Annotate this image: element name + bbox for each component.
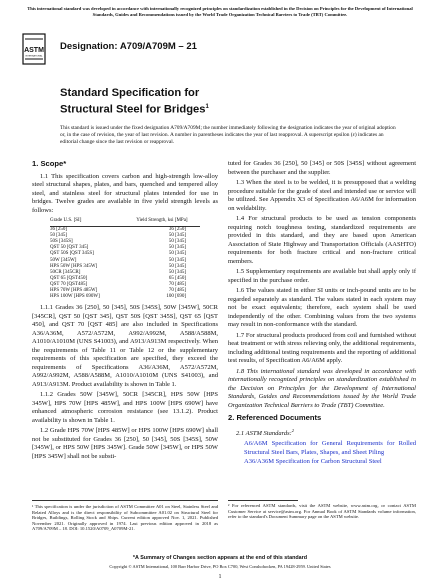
yield-cell: 36 [250] <box>168 227 186 233</box>
paragraph-1-1: 1.1 This specification covers carbon and high-strength low-alloy steel structural shapes, plates, and bars, quenched and tempered alloy steel, and stainless steel for structural plates intended for use in bridges. Twelve grades are available in five yield strength levels as follows: <box>32 172 218 214</box>
svg-text:ASTM: ASTM <box>24 47 44 54</box>
title-line-1: Standard Specification for <box>60 87 200 99</box>
footnote-2: ² For referenced ASTM standards, visit the ASTM website, www.astm.org, or contact ASTM Customer Service at service@astm.org. For Annual Book of ASTM Standards volume information, refer to the standard's Document Summary page on the ASTM website. <box>228 503 416 520</box>
yield-cell: 100 [690] <box>166 294 186 300</box>
paragraph-1-7: 1.7 For structural products produced from coil and furnished without heat treatment or with stress relieving only, the additional requirements, including additional testing requirements and the reporting of additional test results, of Specification A6/A6M apply. <box>228 331 416 364</box>
issued-note: This standard is issued under the fixed designation A709/A709M; the number immediately following the designation indicates the year of original adoption or, in the case of revision, the year of last revision. A number in parentheses indicates the year of last reapproval. A superscript epsilon (ε) indicates an editorial change since the last revision or reapproval. <box>60 125 396 145</box>
yield-cell: 50 [345] <box>168 263 186 269</box>
title-footnote-ref: 1 <box>205 104 209 110</box>
yield-cell: 65 [450] <box>168 275 186 281</box>
reference-a36[interactable]: A36/A36M Specification for Carbon Structural Steel <box>244 458 382 466</box>
grade-cell: 50CR [345CR] <box>50 269 81 275</box>
right-column <box>228 160 416 467</box>
paragraph-2-1: 2.1 ASTM Standards:$^2$ <box>236 427 295 437</box>
copyright-line: Copyright © ASTM International, 100 Barr Harbor Drive, PO Box C700, West Conshohocken, PA 19428-2959. United States <box>109 564 331 569</box>
paragraph-1-1-2: 1.1.2 Grades 50W [345W], 50CR [345CR], HPS 50W [HPS 345W], HPS 70W [HPS 485W], and HPS 100W [HPS 690W] have enhanced atmospheric corrosion resistance (see 13.1.2). Product availability is shown in Table 1. <box>32 391 218 424</box>
left-column <box>32 160 218 463</box>
yield-cell: 70 [485] <box>168 281 186 287</box>
grade-cell: HPS 50W [HPS 345W] <box>50 263 98 269</box>
paragraph-1-3: 1.3 When the steel is to be welded, it is presupposed that a welding procedure suitable for the grade of steel and intended use or service will be utilized. See Appendix X3 of Specification A6/A6M for information on weldability. <box>228 179 416 212</box>
paragraph-1-2-continued: tuted for Grades 36 [250], 50 [345] or 50S [345S] without agreement between the purchaser and the supplier. <box>228 160 416 176</box>
grade-cell: 50S [345S] <box>50 239 73 245</box>
grade-cell: QST 70 [QST485] <box>50 281 88 287</box>
grade-cell: HPS 100W [HPS 690W] <box>50 294 100 300</box>
svg-text:INTERNATIONAL: INTERNATIONAL <box>25 55 43 58</box>
footnote-1: ¹ This specification is under the jurisdiction of ASTM Committee A01 on Steel, Stainless Steel and Related Alloys and is the direct responsibility of Subcommittee A01.02 on Structural Steel for Bridges, Buildings, Rolling Stock and Ships. Current edition approved Nov. 1, 2021. Published November 2021. Originally approved in 1974. Last previous edition approved in 2018 as A709/A709M – 18. DOI: 10.1520/A0709_A0709M-21. <box>32 500 218 532</box>
summary-of-changes-note: *A Summary of Changes section appears at the end of this standard <box>132 555 308 561</box>
grade-cell: QST 65 [QST450] <box>50 275 88 281</box>
grade-cell: 50 [345] <box>50 233 68 239</box>
yield-cell: 50 [345] <box>168 239 186 245</box>
yield-cell: 50 [345] <box>168 251 186 257</box>
yield-cell: 50 [345] <box>168 269 186 275</box>
standards-notice: This international standard was developed in accordance with internationally recognized principles on standardization established in the Decision on Principles for the Development of International Standards, Guides and Recommendations issued by the World Trade Organization Technical Barriers to Trade (TBT) Committee. <box>27 6 413 17</box>
grade-cell: 50W [345W] <box>50 257 77 263</box>
paragraph-1-1-1: 1.1.1 Grades 36 [250], 50 [345], 50S [345S], 50W [345W], 50CR [345CR], QST 50 [QST 345], QST 50S [QST 345S], QST 65 [QST 450], and QST 70 [QST 485] are also included in Specifications A36/A36M, A572/A572M, A992/A992M, A588/A588M, A1010/A1010M (UNS S41003), and A913/A913M respectively. When the requirements of Table 11 or Table 12 or the supplementary requirements of this specification are specified, they exceed the requirements of Specifications A36/A36M, A572/A572M, A992/A992M, A588/A588M, A1010/A1010M (UNS S41003), and A913/A913M. Product availability is shown in Table 1. <box>32 304 218 388</box>
page-number: 1 <box>218 574 222 580</box>
grade-cell: QST 50S [QST 345S] <box>50 251 94 257</box>
designation: Designation: A709/A709M – 21 <box>60 41 197 52</box>
reference-a6[interactable]: A6/A6M Specification for General Requirements for Rolled Structural Steel Bars, Plates, Shapes, and Sheet Piling <box>244 440 416 456</box>
paragraph-1-8: 1.8 This international standard was developed in accordance with internationally recognized principles on standardization established in the Decision on Principles for the Development of International Standards, Guides and Recommendations issued by the World Trade Organization Technical Barriers to Trade (TBT) Committee. <box>228 367 416 409</box>
paragraph-1-2: 1.2 Grade HPS 70W [HPS 485W] or HPS 100W [HPS 690W] shall not be substituted for Grades 36 [250], 50 [345], 50S [345S], 50W [345W], or HPS 50W [HPS 345W]. Grade 50W [345W], or HPS 50W [HPS 345W] shall not be substi- <box>32 427 218 460</box>
grade-row <box>50 294 200 300</box>
yield-cell: 50 [345] <box>168 257 186 263</box>
document-title <box>60 86 209 117</box>
paragraph-1-5: 1.5 Supplementary requirements are available but shall apply only if specified in the purchase order. <box>228 268 416 284</box>
title-line-2: Structural Steel for Bridges$^1$ <box>60 103 209 116</box>
grade-column-header: Grade U.S. [SI] <box>50 218 82 223</box>
yield-cell: 70 [485] <box>168 288 186 294</box>
yield-cell: 50 [345] <box>168 245 186 251</box>
section-heading-referenced-documents: 2. Referenced Documents <box>228 413 322 422</box>
grade-cell: QST 50 [QST 345] <box>50 245 89 251</box>
section-heading-scope: 1. Scope* <box>32 159 67 168</box>
yield-cell: 50 [345] <box>168 233 186 239</box>
grade-cell: HPS 70W [HPS 485W] <box>50 288 98 294</box>
yield-column-header: Yield Strength, ksi [MPa] <box>136 218 188 223</box>
astm-logo-icon <box>22 33 46 65</box>
grade-table <box>50 218 200 300</box>
paragraph-1-4: 1.4 For structural products to be used as tension components requiring notch toughness testing, standardized requirements are provided in this standard, and they are based upon American Association of State Highway and Transportation Officials (AASHTO) requirements for both fracture critical and non-fracture critical members. <box>228 215 416 265</box>
footnote-ref-2: 2 <box>291 427 295 433</box>
paragraph-1-6: 1.6 The values stated in either SI units or inch-pound units are to be regarded separately as standard. The values stated in each system may not be exact equivalents; therefore, each system shall be used independently of the other. Combining values from the two systems may result in non-conformance with the standard. <box>228 287 416 328</box>
grade-cell: 36 [250] <box>50 227 68 233</box>
